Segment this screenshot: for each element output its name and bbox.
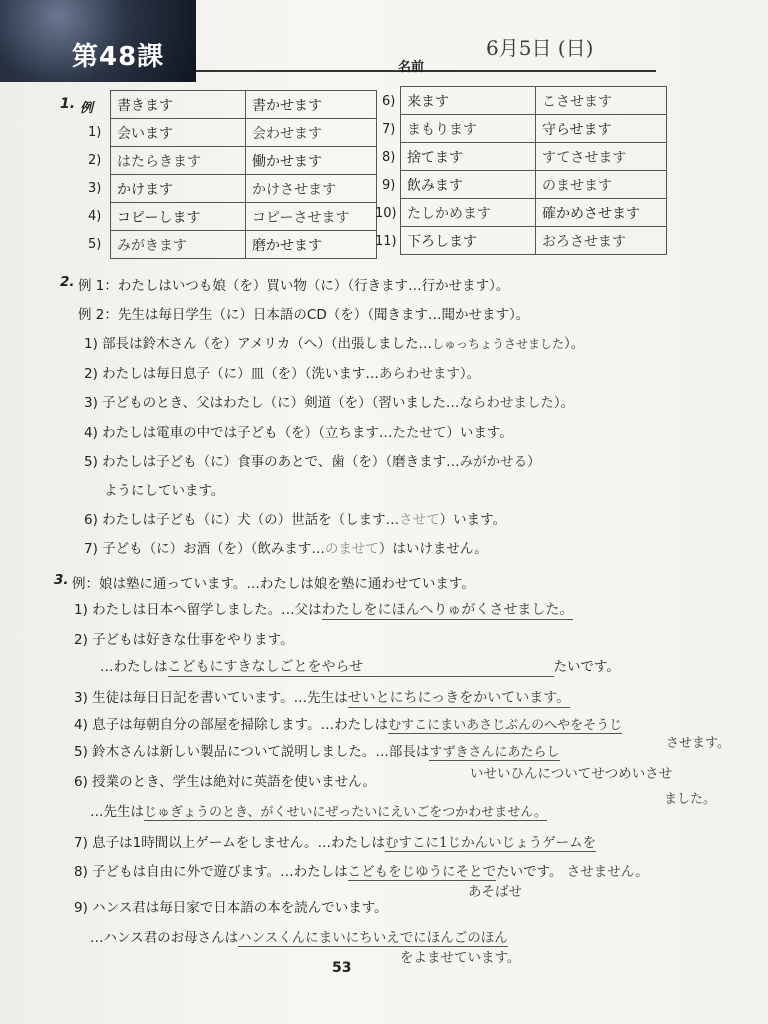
- exercise-line: [84, 391, 574, 411]
- exercise-line: [74, 740, 560, 761]
- exercise-line: [74, 770, 376, 790]
- row-label: 5): [88, 237, 102, 252]
- handwritten-answer: ならわせました: [459, 395, 554, 411]
- item-text: わたしは電車の中では子ども（を）（立ちます…: [102, 425, 393, 441]
- row-label: 3): [88, 181, 102, 196]
- table-row: [401, 171, 667, 199]
- row-label: 9): [382, 178, 396, 193]
- handwritten-answer: じゅぎょうのとき、がくせいにぜったいにえいごをつかわせません。: [144, 801, 547, 821]
- table-cell: たしかめます: [401, 199, 536, 227]
- row-label: 10): [375, 206, 397, 221]
- row-label: 8): [382, 150, 396, 165]
- name-label: 名前: [398, 60, 425, 75]
- lesson-banner: [0, 0, 196, 82]
- exercise-line: [74, 713, 622, 734]
- item-number: 3): [84, 395, 98, 411]
- table-cell: 書きます: [111, 91, 246, 119]
- handwritten-answer: いせいひんについてせつめいさせ: [470, 766, 673, 782]
- exercise-line: [90, 800, 547, 821]
- exercise-line: [84, 421, 513, 441]
- handwritten-answer: むすこにまいあさじぶんのへやをそうじ: [388, 714, 622, 734]
- answer-cell: おろさせます: [536, 227, 667, 255]
- item-number: 2): [84, 366, 98, 382]
- item-number: 1): [74, 602, 88, 618]
- exercise-line: [90, 926, 508, 947]
- item-text: わたしは子ども（に）犬（の）世話を（します…: [102, 512, 400, 528]
- item-number: 9): [74, 900, 88, 916]
- row-label: 例: [80, 101, 94, 116]
- item-text: …わたしは: [100, 659, 168, 675]
- row-label: 4): [88, 209, 102, 224]
- item-number: 7): [84, 541, 98, 557]
- table-row: [111, 175, 377, 203]
- handwritten-answer: ました。: [664, 792, 717, 807]
- handwritten-answer: せいとにちにっきをかいています。: [348, 687, 571, 708]
- exercise-line: [74, 598, 573, 620]
- item-number: 2): [74, 632, 88, 648]
- handwritten-answer: こどもにすきなしごとをやらせ: [168, 656, 554, 677]
- handwritten-answer: しゅっちょうさせました: [431, 337, 564, 351]
- handwritten-answer: たたせて: [392, 425, 447, 441]
- table-cell: 下ろします: [401, 227, 536, 255]
- row-label: 6): [382, 94, 396, 109]
- item-text: 子どものとき、父はわたし（に）剣道（を）（習いました…: [102, 395, 460, 411]
- item-text: わたしは毎日息子（に）皿（を）（洗います…: [102, 366, 379, 382]
- item-number: 6): [84, 512, 98, 528]
- exercise-line: [74, 831, 596, 852]
- exercise-line: [74, 686, 570, 708]
- exercise-line: [74, 628, 294, 648]
- exercise-line: [84, 450, 541, 470]
- item-text: ）。: [459, 366, 481, 382]
- item-text: ようにしています。: [104, 483, 225, 499]
- table-cell: 会います: [111, 119, 246, 147]
- row-label: 7): [382, 122, 396, 137]
- section2-label: 2.: [60, 274, 75, 290]
- table-cell: 飲みます: [401, 171, 536, 199]
- answer-cell: かけさせます: [246, 175, 377, 203]
- handwritten-answer: させて: [399, 512, 440, 528]
- answer-cell: すてさせます: [536, 143, 667, 171]
- table-cell: 守らせます: [536, 115, 667, 143]
- handwritten-answer: をよませています。: [400, 950, 521, 966]
- table-cell: コピーします: [111, 203, 246, 231]
- table-row: [401, 143, 667, 171]
- example-line: 例：娘は塾に通っています。…わたしは娘を塾に通わせています。: [72, 576, 475, 592]
- exercise-line: [84, 508, 506, 528]
- lesson-title: 第48課: [72, 42, 165, 72]
- table-cell: かけます: [111, 175, 246, 203]
- item-text: 鈴木さんは新しい製品について説明しました。…部長は: [92, 744, 430, 760]
- row-label: 2): [88, 153, 102, 168]
- handwritten-answer: すずきさんにあたらし: [429, 741, 559, 761]
- exercise-line: [74, 896, 388, 916]
- handwritten-answer: こどもをじゆうにそとで: [348, 860, 497, 881]
- table-cell: はたらきます: [111, 147, 246, 175]
- item-text: ）。: [553, 395, 575, 411]
- item-number: 6): [74, 774, 88, 790]
- item-text: ）はいけません。: [378, 541, 488, 557]
- handwritten-answer: あそばせ: [468, 884, 522, 900]
- handwritten-answer: ハンスくんにまいにちいえでにほんごのほん: [238, 926, 508, 947]
- row-label: 1): [88, 125, 102, 140]
- item-text: 授業のとき、学生は絶対に英語を使いません。: [92, 774, 376, 790]
- answer-cell: コピーさせます: [246, 203, 377, 231]
- item-text: 息子は毎朝自分の部屋を掃除します。…わたしは: [92, 717, 389, 733]
- item-text: 子どもは好きな仕事をやります。: [92, 632, 294, 648]
- item-number: 4): [74, 717, 88, 733]
- item-number: 8): [74, 864, 88, 880]
- item-number: 5): [74, 744, 88, 760]
- answer-cell: こさせます: [536, 87, 667, 115]
- exercise-line: [104, 479, 224, 499]
- table-cell: まもります: [401, 115, 536, 143]
- exercise-line: [84, 362, 480, 382]
- item-number: 例 1：: [78, 278, 118, 294]
- item-text: 生徒は毎日日記を書いています。…先生は: [92, 690, 348, 706]
- item-text: …ハンス君のお母さんは: [90, 930, 239, 946]
- handwritten-answer: むすこに1じかんいじょうゲームを: [385, 831, 596, 852]
- table-row: [401, 227, 667, 255]
- table-row: [111, 203, 377, 231]
- exercise-line: [74, 860, 649, 881]
- handwritten-date: 6月5日 (日): [486, 36, 594, 60]
- exercise-line: [84, 332, 584, 352]
- item-text: …先生は: [90, 804, 144, 820]
- item-text: 子どもは自由に外で遊びます。…わたしは: [92, 864, 348, 880]
- table-row: [111, 231, 377, 259]
- table-row: [111, 147, 377, 175]
- verb-table-right: [400, 86, 667, 255]
- item-number: 7): [74, 835, 88, 851]
- table-row: [401, 87, 667, 115]
- handwritten-answer: させます。: [666, 736, 730, 751]
- item-text: たいです。: [553, 659, 620, 675]
- table-cell: 捨てます: [401, 143, 536, 171]
- section1-label: 1.: [60, 96, 76, 112]
- item-text: たいです。: [496, 864, 563, 880]
- item-number: 4): [84, 425, 98, 441]
- item-number: 5): [84, 454, 98, 470]
- item-text: ハンス君は毎日家で日本語の本を読んでいます。: [92, 900, 388, 916]
- answer-cell: のませます: [536, 171, 667, 199]
- item-text: 部長は鈴木さん（を）アメリカ（へ）（出張しました…: [102, 336, 432, 352]
- item-number: 例 2：: [78, 307, 118, 323]
- item-text: ）います。: [446, 425, 513, 441]
- row-label: 11): [375, 234, 397, 249]
- exercise-line: [100, 655, 620, 677]
- table-cell: 書かせます: [246, 91, 377, 119]
- handwritten-answer: あらわせます: [378, 366, 460, 382]
- item-number: 3): [74, 690, 88, 706]
- handwritten-answer: わたしをにほんへりゅがくさせました。: [322, 599, 574, 620]
- item-text: ）います。: [439, 512, 507, 528]
- handwritten-answer: のませて: [324, 541, 379, 557]
- handwritten-answer: みがかせる: [459, 454, 528, 470]
- item-number: 1): [84, 336, 98, 352]
- item-text: 先生は毎日学生（に）日本語のCD（を）（聞きます…聞かせます）。: [117, 307, 530, 323]
- exercise-line: [78, 303, 529, 323]
- item-text: ）。: [563, 336, 585, 352]
- table-row: [401, 199, 667, 227]
- table-row: [111, 91, 377, 119]
- table-cell: 確かめさせます: [536, 199, 667, 227]
- table-row: [111, 119, 377, 147]
- handwritten-answer: させません。: [566, 864, 649, 880]
- page-number: 53: [332, 960, 352, 976]
- item-text: ）: [527, 454, 541, 470]
- table-cell: 働かせます: [246, 147, 377, 175]
- table-cell: 磨かせます: [246, 231, 377, 259]
- table-cell: 来ます: [401, 87, 536, 115]
- item-text: 子ども（に）お酒（を）（飲みます…: [102, 541, 325, 557]
- item-text: わたしはいつも娘（を）買い物（に）（行きます…行かせます）。: [117, 278, 510, 294]
- verb-table-left: [110, 90, 377, 259]
- table-row: [401, 115, 667, 143]
- answer-cell: 会わせます: [246, 119, 377, 147]
- item-text: 息子は1時間以上ゲームをしません。…わたしは: [92, 835, 386, 851]
- exercise-line: [78, 274, 509, 294]
- item-text: わたしは子ども（に）食事のあとで、歯（を）（磨きます…: [102, 454, 460, 470]
- header-rule: [196, 70, 656, 72]
- section3-label: 3.: [54, 572, 69, 588]
- exercise-line: [84, 537, 488, 557]
- table-cell: みがきます: [111, 231, 246, 259]
- item-text: わたしは日本へ留学しました。…父は: [92, 602, 322, 618]
